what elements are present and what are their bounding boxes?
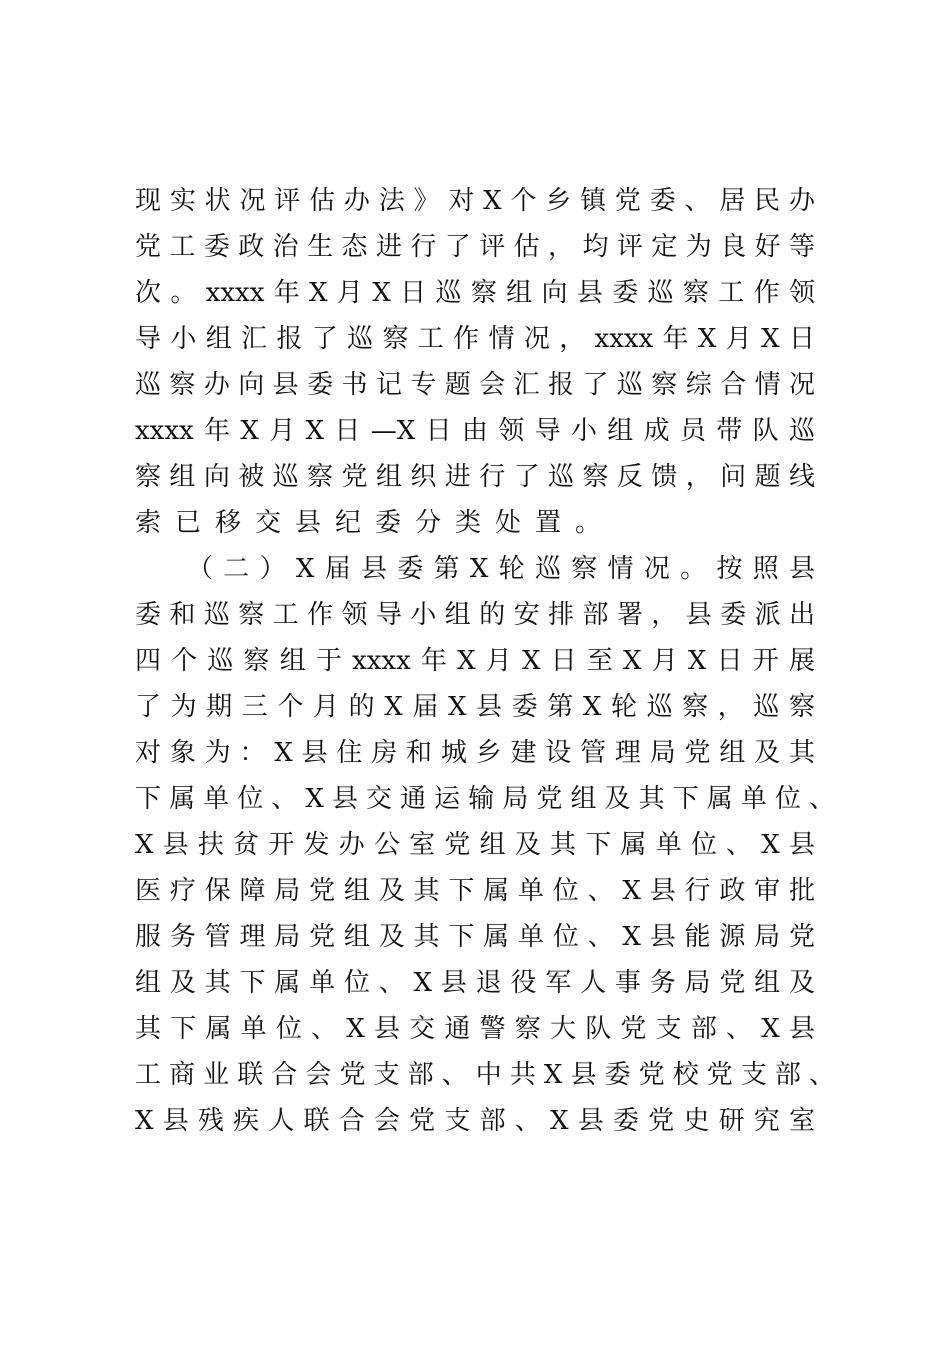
- body-text-line: 次。xxxx年X月X日巡察组向县委巡察工作领: [135, 278, 815, 308]
- body-text-line: 党工委政治生态进行了评估，均评定为良好等: [135, 232, 815, 262]
- body-text-line: X县残疾人联合会党支部、X县委党史研究室: [135, 1106, 815, 1136]
- section-heading-line: （二）X届县委第X轮巡察情况。按照县: [187, 554, 815, 584]
- body-text-line: xxxx年X月X日—X日由领导小组成员带队巡: [135, 416, 815, 446]
- body-text-line: 工商业联合会党支部、中共X县委党校党支部、: [135, 1060, 835, 1090]
- body-text-line: 对象为：X县住房和城乡建设管理局党组及其: [135, 738, 815, 768]
- body-text-line: 医疗保障局党组及其下属单位、X县行政审批: [135, 876, 815, 906]
- body-text-line: 了为期三个月的X届X县委第X轮巡察，巡察: [135, 692, 815, 722]
- body-text-line: 其下属单位、X县交通警察大队党支部、X县: [135, 1014, 815, 1044]
- body-text-line: 四个巡察组于xxxx年X月X日至X月X日开展: [135, 646, 815, 676]
- body-text-line: 组及其下属单位、X县退役军人事务局党组及: [135, 968, 815, 998]
- body-text-line: 下属单位、X县交通运输局党组及其下属单位、: [135, 784, 835, 814]
- body-text-line: 现实状况评估办法》对X个乡镇党委、居民办: [135, 186, 815, 216]
- body-text-line: 服务管理局党组及其下属单位、X县能源局党: [135, 922, 815, 952]
- body-text-line: 察组向被巡察党组织进行了巡察反馈，问题线: [135, 462, 815, 492]
- body-text-line: 导小组汇报了巡察工作情况，xxxx年X月X日: [135, 324, 815, 354]
- body-text-line: X县扶贫开发办公室党组及其下属单位、X县: [135, 830, 815, 860]
- body-text-line: 索已移交县纪委分类处置。: [135, 508, 616, 538]
- body-text-line: 巡察办向县委书记专题会汇报了巡察综合情况: [135, 370, 815, 400]
- body-text-line: 委和巡察工作领导小组的安排部署，县委派出: [135, 600, 815, 630]
